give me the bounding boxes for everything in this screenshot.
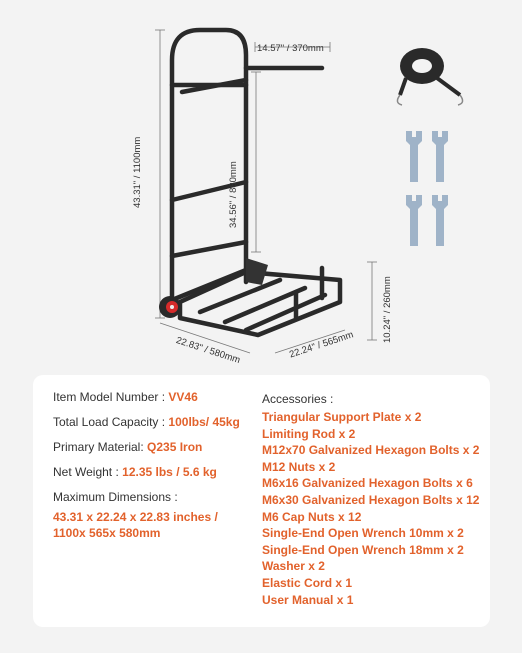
elastic-cord-image	[397, 48, 462, 105]
dim-handle-height: 34.56" / 880mm	[228, 161, 239, 228]
wrench-icon	[406, 195, 422, 246]
spec-weight: Net Weight : 12.35 lbs / 5.6 kg	[53, 465, 217, 479]
spec-max-dim-line1: 43.31 x 22.24 x 22.83 inches /	[53, 510, 218, 524]
dim-total-height: 43.31" / 1100mm	[132, 136, 143, 208]
accessories-list	[262, 391, 487, 608]
dim-top-width: 14.57" / 370mm	[257, 43, 324, 54]
spec-card	[33, 375, 490, 627]
accessory-item: M6x16 Galvanized Hexagon Bolts x 6	[262, 476, 473, 491]
accessories-title: Accessories :	[262, 392, 334, 406]
accessory-item: Elastic Cord x 1	[262, 575, 353, 590]
accessory-item: M12 Nuts x 2	[262, 459, 336, 474]
spec-load: Total Load Capacity : 100lbs/ 45kg	[53, 415, 240, 429]
spec-max-dim-label: Maximum Dimensions :	[53, 490, 178, 504]
accessory-item: M12x70 Galvanized Hexagon Bolts x 2	[262, 443, 480, 458]
spec-model: Item Model Number : VV46	[53, 390, 198, 404]
dim-base-length: 22.83" / 580mm	[174, 335, 242, 367]
accessory-item: M6 Cap Nuts x 12	[262, 509, 362, 524]
accessory-item: Washer x 2	[262, 559, 325, 574]
spec-material: Primary Material: Q235 Iron	[53, 440, 203, 454]
dim-base-width: 22.24" / 565mm	[288, 329, 355, 361]
accessory-item: Single-End Open Wrench 10mm x 2	[262, 526, 464, 541]
wheel	[159, 296, 181, 318]
support-plate	[246, 258, 268, 285]
wrench-icon	[432, 195, 448, 246]
dim-base-height: 10.24" / 260mm	[382, 276, 393, 343]
wrench-icon	[432, 131, 448, 182]
wrench-images	[406, 131, 448, 246]
accessory-item: Limiting Rod x 2	[262, 426, 356, 441]
accessory-item: Single-End Open Wrench 18mm x 2	[262, 542, 464, 557]
accessory-item: M6x30 Galvanized Hexagon Bolts x 12	[262, 492, 480, 507]
accessory-item: Triangular Support Plate x 2	[262, 410, 422, 424]
wrench-icon	[406, 131, 422, 182]
spec-max-dim-line2: 1100x 565x 580mm	[53, 526, 161, 540]
accessory-item: User Manual x 1	[262, 592, 354, 607]
spec-list	[53, 389, 263, 541]
